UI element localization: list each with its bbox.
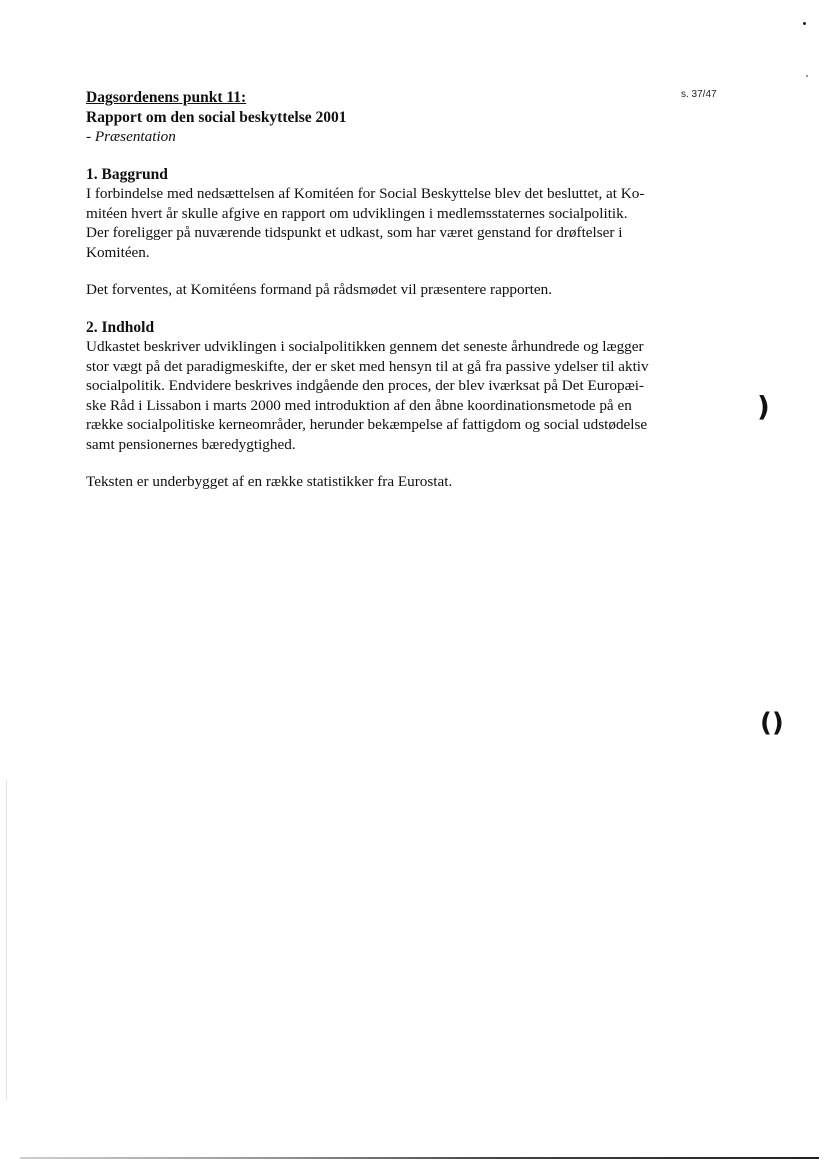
scan-speck: [806, 75, 808, 77]
background-paragraph-1: [86, 184, 706, 262]
scan-edge-shadow: [6, 780, 7, 1100]
report-title: Rapport om den social beskyttelse 2001: [86, 108, 347, 126]
text-line: I forbindelse med nedsættelsen af Komitéen for Social Beskyttelse blev det besluttet, at Ko-: [86, 185, 645, 202]
text-line: Udkastet beskriver udviklingen i socialpolitikken gennem det seneste århundrede og lægger: [86, 338, 644, 355]
scan-bottom-edge: [20, 1157, 819, 1159]
text-line: ske Råd i Lissabon i marts 2000 med introduktion af den åbne koordinationsmetode på en: [86, 396, 632, 414]
text-line: samt pensionernes bæredygtighed.: [86, 435, 296, 453]
punch-hole-mark-bottom: (): [760, 708, 784, 738]
text-line: mitéen hvert år skulle afgive en rapport om udviklingen i medlemsstaternes socialpolitik.: [86, 204, 628, 222]
document-body: [86, 88, 706, 492]
text-line: socialpolitik. Endvidere beskrives indgående den proces, der blev iværksat på Det Europæi-: [86, 377, 644, 394]
content-paragraph-2: [86, 472, 706, 492]
punch-hole-mark-top: ): [757, 390, 770, 423]
content-paragraph-1: [86, 337, 706, 454]
agenda-item-heading: Dagsordenens punkt 11:: [86, 89, 247, 106]
section-heading-content: 2. Indhold: [86, 318, 155, 336]
scan-speck: [803, 22, 806, 25]
page-number: s. 37/47: [681, 89, 717, 100]
text-line: Der foreligger på nuværende tidspunkt et udkast, som har været genstand for drøftelser i: [86, 224, 623, 241]
section-heading-background: 1. Baggrund: [86, 165, 168, 183]
text-line: Teksten er underbygget af en række statistikker fra Eurostat.: [86, 473, 453, 490]
text-line: Komitéen.: [86, 243, 150, 261]
text-line: stor vægt på det paradigmeskifte, der er sket med hensyn til at gå fra passive ydelser til aktiv: [86, 357, 649, 375]
report-subtitle: - Præsentation: [86, 128, 176, 145]
text-line: Det forventes, at Komitéens formand på rådsmødet vil præsentere rapporten.: [86, 281, 553, 298]
text-line: række socialpolitiske kerneområder, herunder bekæmpelse af fattigdom og social udstødelse: [86, 416, 648, 433]
background-paragraph-2: [86, 280, 706, 300]
